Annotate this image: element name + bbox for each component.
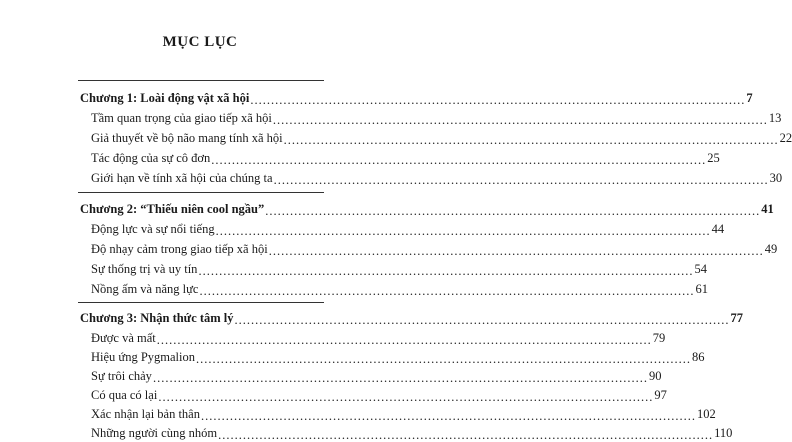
- toc-page-number: 49: [764, 242, 778, 256]
- toc-entry-title: Xác nhận lại bản thân: [91, 407, 200, 421]
- toc-page-number: 102: [696, 407, 716, 421]
- toc-chapter-2[interactable]: [80, 197, 774, 218]
- toc-entry[interactable]: [91, 277, 708, 298]
- dot-leader: ........................................................................................................................: [196, 351, 691, 366]
- toc-entry[interactable]: [91, 126, 792, 147]
- toc-entry-title: Những người cùng nhóm: [91, 426, 218, 440]
- toc-page-number: 44: [711, 222, 725, 236]
- toc-entry[interactable]: [91, 383, 667, 404]
- toc-entry-title: Hiệu ứng Pygmalion: [91, 350, 195, 364]
- toc-entry[interactable]: [91, 166, 783, 187]
- toc-entry-title: Giả thuyết về bộ não mang tính xã hội: [91, 131, 283, 145]
- toc-entry-title: Có qua có lại: [91, 388, 158, 402]
- dot-leader: ........................................................................................................................: [268, 243, 764, 258]
- toc-entry[interactable]: [91, 237, 778, 258]
- dot-leader: ........................................................................................................................: [272, 112, 768, 127]
- toc-entry-title: Tác động của sự cô đơn: [91, 151, 211, 165]
- toc-page-number: 13: [768, 111, 782, 125]
- dot-leader: ........................................................................................................................: [158, 389, 654, 404]
- dot-leader: ........................................................................................................................: [215, 223, 711, 238]
- toc-entry-title: Sự thống trị và uy tín: [91, 262, 198, 276]
- dot-leader: ........................................................................................................................: [283, 132, 779, 147]
- toc-entry[interactable]: [91, 402, 716, 423]
- dot-leader: ........................................................................................................................: [250, 92, 746, 107]
- page-title: MỤC LỤC: [162, 34, 238, 50]
- dot-leader: ........................................................................................................................: [218, 427, 714, 442]
- dot-leader: ........................................................................................................................: [198, 263, 694, 278]
- toc-chapter-3[interactable]: [80, 306, 744, 327]
- divider-rule: [78, 80, 324, 81]
- divider-rule: [78, 192, 324, 193]
- toc-page-number: 41: [761, 202, 774, 216]
- dot-leader: ........................................................................................................................: [199, 283, 695, 298]
- dot-leader: ........................................................................................................................: [273, 172, 769, 187]
- toc-page-number: 79: [652, 331, 666, 345]
- toc-entry[interactable]: [91, 326, 666, 347]
- toc-entry[interactable]: [91, 345, 705, 366]
- toc-page-number: 77: [730, 311, 744, 325]
- toc-entry[interactable]: [91, 146, 720, 167]
- toc-entry-title: Được và mất: [91, 331, 156, 345]
- toc-page-number: 90: [648, 369, 662, 383]
- toc-page-number: 61: [695, 282, 708, 296]
- toc-chapter-title: Chương 1: Loài động vật xã hội: [80, 91, 250, 105]
- toc-entry[interactable]: [91, 421, 733, 442]
- toc-entry[interactable]: [91, 364, 662, 385]
- dot-leader: ........................................................................................................................: [211, 152, 707, 167]
- toc-entry-title: Sự trôi chảy: [91, 369, 152, 383]
- toc-page-number: 54: [694, 262, 707, 276]
- dot-leader: ........................................................................................................................: [156, 332, 652, 347]
- toc-entry-title: Tầm quan trọng của giao tiếp xã hội: [91, 111, 272, 125]
- toc-entry-title: Giới hạn về tính xã hội của chúng ta: [91, 171, 273, 185]
- toc-entry-title: Động lực và sự nổi tiếng: [91, 222, 215, 236]
- dot-leader: ........................................................................................................................: [200, 408, 696, 423]
- toc-entry-title: Độ nhạy cảm trong giao tiếp xã hội: [91, 242, 268, 256]
- dot-leader: ........................................................................................................................: [152, 370, 648, 385]
- dot-leader: ........................................................................................................................: [265, 203, 761, 218]
- toc-entry[interactable]: [91, 106, 782, 127]
- toc-page-number: 25: [707, 151, 720, 165]
- toc-page-number: 22: [779, 131, 792, 145]
- toc-entry-title: Nồng ấm và năng lực: [91, 282, 199, 296]
- toc-entry[interactable]: [91, 257, 707, 278]
- dot-leader: ........................................................................................................................: [234, 312, 730, 327]
- divider-rule: [78, 302, 324, 303]
- toc-page-number: 110: [714, 426, 733, 440]
- toc-page-number: 30: [769, 171, 783, 185]
- toc-page-number: 86: [692, 350, 705, 364]
- toc-entry[interactable]: [91, 217, 725, 238]
- toc-page-number: 97: [654, 388, 667, 402]
- toc-page-number: 7: [746, 91, 753, 105]
- toc-chapter-title: Chương 2: “Thiếu niên cool ngầu”: [80, 202, 265, 216]
- toc-chapter-title: Chương 3: Nhận thức tâm lý: [80, 311, 234, 325]
- toc-chapter-1[interactable]: [80, 86, 753, 107]
